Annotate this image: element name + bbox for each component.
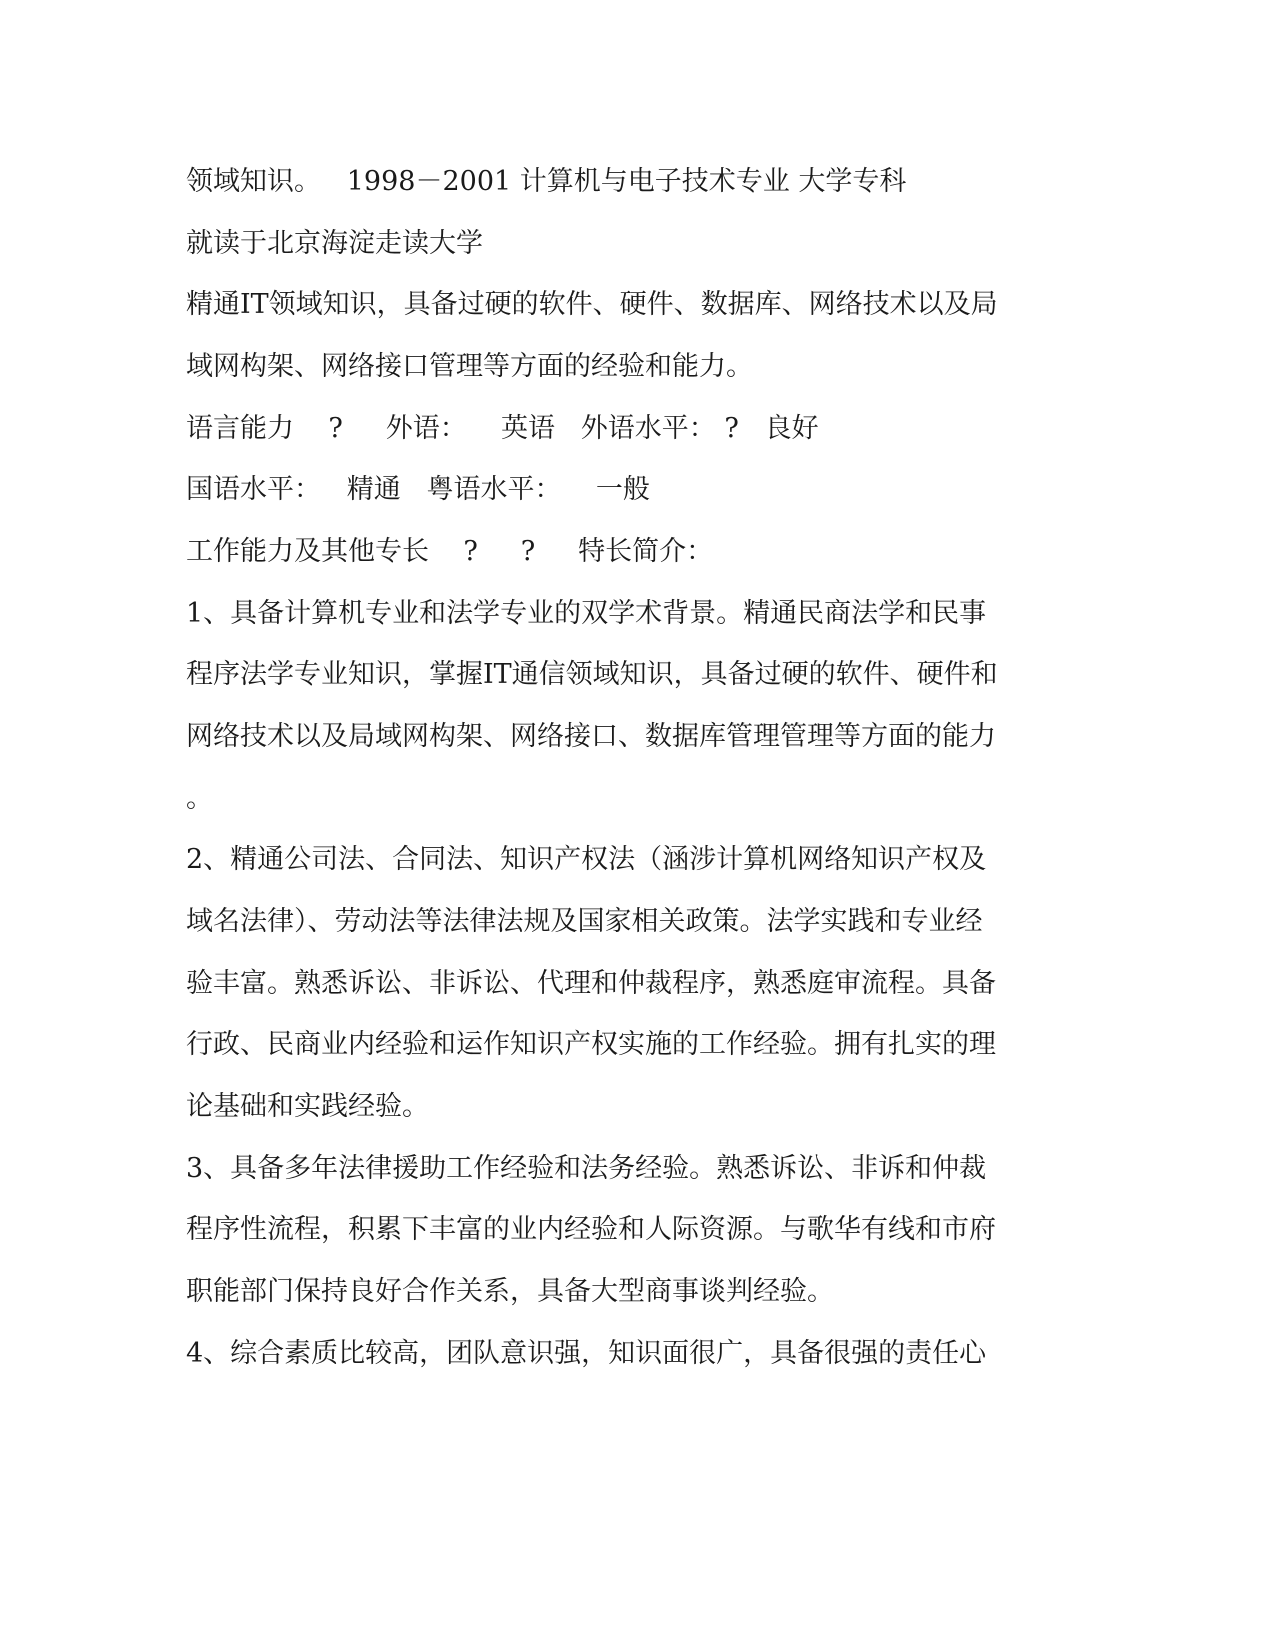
text-line: 网络技术以及局域网构架、网络接口、数据库管理管理等方面的能力 xyxy=(186,721,996,752)
text-line: 域网构架、网络接口管理等方面的经验和能力。 xyxy=(186,351,753,382)
text-line: 精通IT领域知识，具备过硬的软件、硬件、数据库、网络技术以及局 xyxy=(186,289,998,320)
text-line: 2、精通公司法、合同法、知识产权法（涵涉计算机网络知识产权及 xyxy=(186,844,987,875)
text-line: 国语水平： 精通 粤语水平： 一般 xyxy=(186,474,650,505)
text-line: 就读于北京海淀走读大学 xyxy=(186,228,483,259)
text-line: 论基础和实践经验。 xyxy=(186,1091,429,1122)
text-line: 领域知识。 1998－2001 计算机与电子技术专业 大学专科 xyxy=(186,166,907,197)
text-line: 行政、民商业内经验和运作知识产权实施的工作经验。拥有扎实的理 xyxy=(186,1029,996,1060)
text-line: 验丰富。熟悉诉讼、非诉讼、代理和仲裁程序，熟悉庭审流程。具备 xyxy=(186,968,996,999)
text-line: 域名法律）、劳动法等法律法规及国家相关政策。法学实践和专业经 xyxy=(186,906,983,937)
text-line: 程序性流程，积累下丰富的业内经验和人际资源。与歌华有线和市府 xyxy=(186,1214,996,1245)
text-line: 职能部门保持良好合作关系，具备大型商事谈判经验。 xyxy=(186,1276,834,1307)
text-line: 1、具备计算机专业和法学专业的双学术背景。精通民商法学和民事 xyxy=(186,598,987,629)
text-line: 4、综合素质比较高，团队意识强，知识面很广，具备很强的责任心 xyxy=(186,1338,987,1369)
text-line: 程序法学专业知识，掌握IT通信领域知识，具备过硬的软件、硬件和 xyxy=(186,659,998,690)
text-line: 3、具备多年法律援助工作经验和法务经验。熟悉诉讼、非诉和仲裁 xyxy=(186,1153,987,1184)
text-line: 。 xyxy=(186,783,213,814)
text-line: 工作能力及其他专长 ? ? 特长简介： xyxy=(186,536,714,567)
text-line: 语言能力 ? 外语： 英语 外语水平： ? 良好 xyxy=(186,413,819,444)
